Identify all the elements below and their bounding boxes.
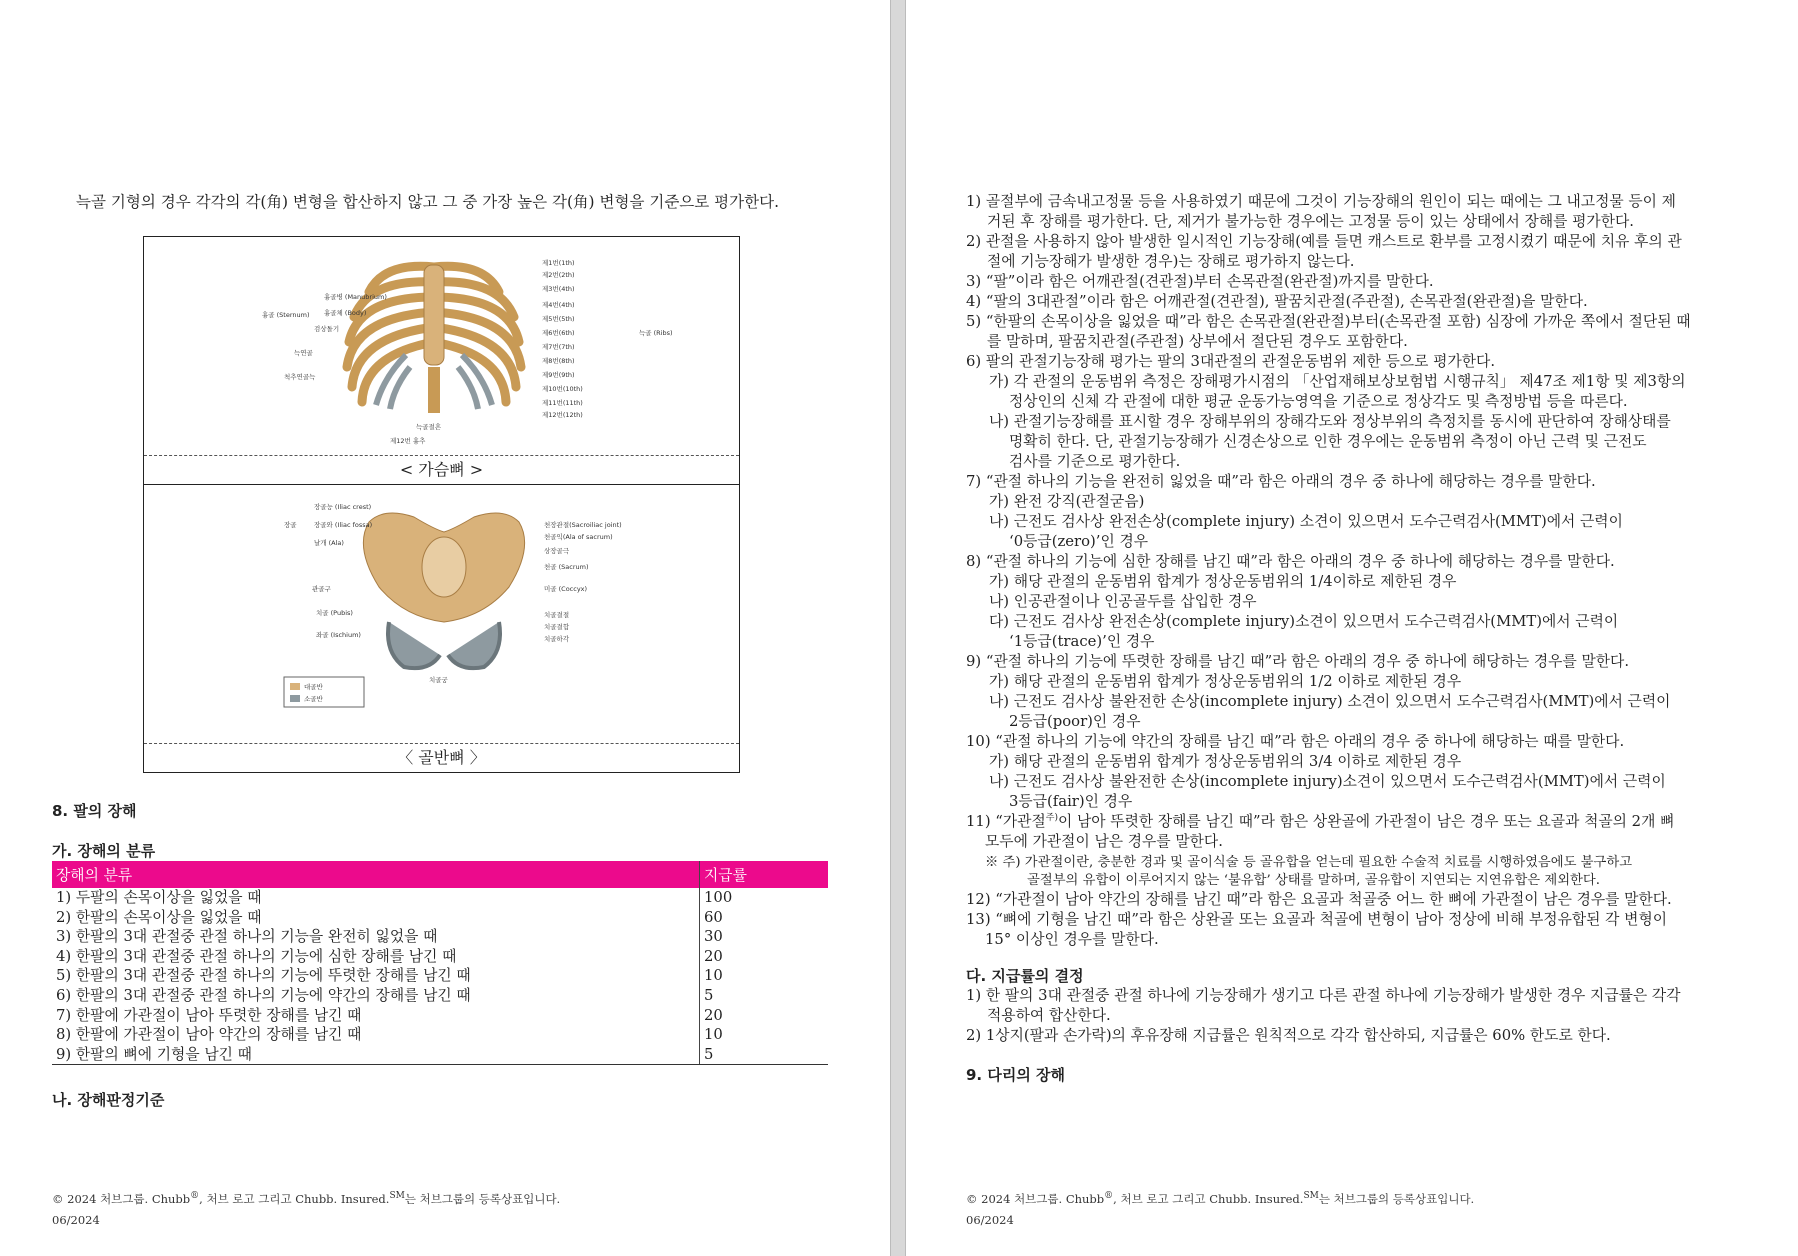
footer: [52, 1186, 560, 1231]
svg-text:천골 (Sacrum): 천골 (Sacrum): [544, 563, 589, 571]
cell: 8) 한팔에 가관절이 남아 약간의 장해를 남긴 때: [56, 1026, 362, 1044]
table-row: [52, 1025, 828, 1045]
svg-text:날개 (Ala): 날개 (Ala): [314, 539, 344, 547]
text-line: 2) 1상지(팔과 손가락)의 후유장해 지급률은 원칙적으로 각각 합산하되, 지급률은 60% 한도로 한다.: [966, 1027, 1611, 1044]
copyright-text: 는 처브그룹의 등록상표입니다.: [404, 1191, 561, 1206]
text-line: 13) “뼈에 기형을 남긴 때”라 함은 상완골 또는 요골과 척골에 변형이 남아 정상에 비해 부정유합된 각 변형이: [966, 911, 1668, 928]
copyright-line: [52, 1186, 560, 1210]
text-line: 나) 인공관절이나 인공골두를 삽입한 경우: [989, 593, 1257, 610]
svg-text:대골반: 대골반: [304, 683, 323, 691]
svg-text:제6번(6th): 제6번(6th): [542, 329, 575, 337]
cell: 5: [700, 986, 829, 1006]
cell: 60: [700, 908, 829, 928]
svg-text:제9번(9th): 제9번(9th): [542, 371, 575, 379]
cell: 5) 한팔의 3대 관절중 관절 하나의 기능에 뚜렷한 장해를 남긴 때: [56, 967, 471, 985]
svg-text:치골결절: 치골결절: [544, 611, 570, 619]
text-line: 거된 후 장해를 평가한다. 단, 제거가 불가능한 경우에는 고정물 등이 있는 상태에서 장해를 평가한다.: [987, 213, 1635, 230]
text-line: 9) “관절 하나의 기능에 뚜렷한 장해를 남긴 때”라 함은 아래의 경우 중 하나에 해당하는 경우를 말한다.: [966, 653, 1630, 670]
text-line: 나) 근전도 검사상 불완전한 손상(incomplete injury) 소견이 있으면서 도수근력검사(MMT)에서 근력이: [989, 693, 1671, 710]
svg-text:장골능 (Iliac crest): 장골능 (Iliac crest): [314, 503, 372, 511]
svg-text:치골결합: 치골결합: [544, 623, 570, 631]
text-line: 6) 팔의 관절기능장해 평가는 팔의 3대관절의 관절운동범위 제한 등으로 평가한다.: [966, 353, 1496, 370]
text-line: 1) 한 팔의 3대 관절중 관절 하나에 기능장해가 생기고 다른 관절 하나에 기능장해가 발생한 경우 지급률은 각각: [966, 987, 1681, 1004]
section-8-heading: 8. 팔의 장해: [52, 802, 137, 820]
text-line: 가) 해당 관절의 운동범위 합계가 정상운동범위의 1/4이하로 제한된 경우: [989, 573, 1457, 590]
table-row: [52, 1006, 828, 1026]
svg-text:장골: 장골: [284, 521, 297, 529]
text-line: 10) “관절 하나의 기능에 약간의 장해를 남긴 때”라 함은 아래의 경우 중 하나에 해당하는 때를 말한다.: [966, 733, 1625, 750]
text-line: 5) “한팔의 손목이상을 잃었을 때”라 함은 손목관절(완관절)부터(손목관절 포함) 심장에 가까운 쪽에서 절단된 때: [966, 313, 1691, 330]
cell: 6) 한팔의 3대 관절중 관절 하나의 기능에 약간의 장해를 남긴 때: [56, 986, 471, 1004]
pelvis-illustration: [144, 487, 738, 719]
svg-text:제3번(4th): 제3번(4th): [542, 285, 575, 293]
page-divider: [890, 0, 906, 1256]
text-line: 3등급(fair)인 경우: [1009, 793, 1133, 810]
table-row: [52, 947, 828, 967]
registered-mark: ®: [1104, 1191, 1114, 1201]
col-header: 지급률: [700, 861, 829, 888]
text-line: 를 말하며, 팔꿈치관절(주관절) 상부에서 절단된 경우도 포함한다.: [987, 333, 1408, 350]
copyright-text: © 2024 처브그룹. Chubb: [52, 1191, 191, 1206]
svg-text:소골반: 소골반: [304, 695, 323, 703]
svg-text:늑연골: 늑연골: [294, 349, 313, 357]
col-header: 장해의 분류: [52, 861, 700, 888]
svg-text:흉골병 (Manubrium): 흉골병 (Manubrium): [324, 293, 387, 301]
registered-mark: ®: [190, 1191, 200, 1201]
svg-text:흉골체 (Body): 흉골체 (Body): [324, 309, 367, 317]
text-line: 나) 관절기능장해를 표시할 경우 장해부위의 장해각도와 정상부위의 측정치를 동시에 판단하여 장해상태를: [989, 413, 1671, 430]
svg-text:미골 (Coccyx): 미골 (Coccyx): [544, 585, 588, 593]
anatomy-figure: [143, 236, 740, 773]
svg-text:관골구: 관골구: [312, 585, 331, 593]
table-row: [52, 986, 828, 1006]
table-row: [52, 908, 828, 928]
svg-text:척추연골늑: 척추연골늑: [284, 373, 316, 381]
table-row: [52, 966, 828, 986]
left-page: [0, 0, 890, 1256]
text-line: 나) 근전도 검사상 완전손상(complete injury) 소견이 있으면서 도수근력검사(MMT)에서 근력이: [989, 513, 1623, 530]
cell: 30: [700, 927, 829, 947]
footnote-mark: 주): [1045, 813, 1058, 824]
rib-cage-illustration: [144, 237, 738, 457]
subsection-a-heading: 가. 장해의 분류: [52, 842, 156, 860]
svg-text:제10번(10th): 제10번(10th): [542, 385, 583, 393]
subsection-b-heading: 나. 장해판정기준: [52, 1091, 165, 1109]
text-line: 가) 해당 관절의 운동범위 합계가 정상운동범위의 1/2 이하로 제한된 경우: [989, 673, 1462, 690]
text-line: 가) 해당 관절의 운동범위 합계가 정상운동범위의 3/4 이하로 제한된 경우: [989, 753, 1462, 770]
svg-text:흉골 (Sternum): 흉골 (Sternum): [262, 311, 310, 319]
svg-text:좌골 (Ischium): 좌골 (Ischium): [316, 631, 361, 639]
footnote-line: 골절부의 유합이 이루어지지 않는 ‘불유합’ 상태를 말하며, 골유합이 지연되는 지연유합은 제외한다.: [1027, 873, 1600, 888]
text-line: 8) “관절 하나의 기능에 심한 장해를 남긴 때”라 함은 아래의 경우 중 하나에 해당하는 경우를 말한다.: [966, 553, 1615, 570]
text-line: 적용하여 합산한다.: [987, 1007, 1111, 1024]
cell: 4) 한팔의 3대 관절중 관절 하나의 기능에 심한 장해를 남긴 때: [56, 947, 457, 965]
disability-table: [52, 861, 828, 1065]
text-line: 15° 이상인 경우를 말한다.: [985, 931, 1159, 948]
service-mark: SM: [389, 1191, 405, 1201]
text-line: 다) 근전도 검사상 완전손상(complete injury)소견이 있으면서 도수근력검사(MMT)에서 근력이: [989, 613, 1619, 630]
svg-text:제4번(4th): 제4번(4th): [542, 301, 575, 309]
svg-text:천골익(Ala of sacrum): 천골익(Ala of sacrum): [544, 533, 613, 541]
text-line: 검사를 기준으로 평가한다.: [1009, 453, 1181, 470]
pelvis-caption: 〈 골반뼈 〉: [144, 743, 739, 772]
table-row: [52, 1045, 828, 1065]
copyright-text: , 처브 로고 그리고 Chubb. Insured.: [199, 1191, 390, 1206]
svg-text:늑골절흔: 늑골절흔: [416, 423, 442, 431]
footer-date: 06/2024: [52, 1212, 100, 1227]
text-line: 2) 관절을 사용하지 않아 발생한 일시적인 기능장해(예를 들면 캐스트로 환부를 고정시켰기 때문에 치유 후의 관: [966, 233, 1682, 250]
svg-text:치골하각: 치골하각: [544, 635, 570, 643]
text-line: ‘0등급(zero)’인 경우: [1009, 533, 1149, 550]
cell: 100: [700, 888, 829, 908]
cell: 3) 한팔의 3대 관절중 관절 하나의 기능을 완전히 잃었을 때: [56, 928, 438, 946]
footnote-line: ※ 주) 가관절이란, 충분한 경과 및 골이식술 등 골유합을 얻는데 필요한 수술적 치료를 시행하였음에도 불구하고: [985, 855, 1633, 870]
svg-text:제8번(8th): 제8번(8th): [542, 357, 575, 365]
table-row: [52, 927, 828, 947]
table-row: [52, 888, 828, 908]
cell: 20: [700, 1006, 829, 1026]
svg-text:제12번 흉추: 제12번 흉추: [390, 437, 426, 445]
svg-text:늑골 (Ribs): 늑골 (Ribs): [639, 329, 673, 337]
copyright-line: [966, 1186, 1474, 1210]
cell: 20: [700, 947, 829, 967]
copyright-text: © 2024 처브그룹. Chubb: [966, 1191, 1105, 1206]
svg-text:장골와 (Iliac fossa): 장골와 (Iliac fossa): [314, 521, 373, 529]
text-line: 나) 근전도 검사상 불완전한 손상(incomplete injury)소견이 있으면서 도수근력검사(MMT)에서 근력이: [989, 773, 1666, 790]
cell: 9) 한팔의 뼈에 기형을 남긴 때: [52, 1045, 700, 1065]
cell: 1) 두팔의 손목이상을 잃었을 때: [56, 889, 262, 906]
svg-text:제2번(2th): 제2번(2th): [542, 271, 575, 279]
svg-text:천장관절(Sacroiliac joint): 천장관절(Sacroiliac joint): [544, 521, 622, 529]
text-span: 11) “가관절: [966, 813, 1046, 830]
copyright-text: 는 처브그룹의 등록상표입니다.: [1318, 1191, 1475, 1206]
section-9-heading: 9. 다리의 장해: [966, 1066, 1066, 1084]
cell: 2) 한팔의 손목이상을 잃었을 때: [56, 908, 262, 926]
text-line: 절에 기능장해가 발생한 경우)는 장해로 평가하지 않는다.: [987, 253, 1355, 270]
text-line: 4) “팔의 3대관절”이라 함은 어깨관절(견관절), 팔꿈치관절(주관절), 손목관절(완관절)을 말한다.: [966, 293, 1588, 310]
text-line: 가) 완전 강직(관절굳음): [989, 493, 1145, 510]
footer-date: 06/2024: [966, 1212, 1014, 1227]
text-line: 모두에 가관절이 남은 경우를 말한다.: [985, 833, 1223, 850]
svg-text:제12번(12th): 제12번(12th): [542, 411, 583, 419]
svg-text:치골궁: 치골궁: [429, 676, 448, 684]
service-mark: SM: [1303, 1191, 1319, 1201]
svg-text:제7번(7th): 제7번(7th): [542, 343, 575, 351]
copyright-text: , 처브 로고 그리고 Chubb. Insured.: [1113, 1191, 1304, 1206]
svg-text:제5번(5th): 제5번(5th): [542, 315, 575, 323]
text-line: 3) “팔”이라 함은 어깨관절(견관절)부터 손목관절(완관절)까지를 말한다.: [966, 273, 1434, 290]
svg-text:제1번(1th): 제1번(1th): [542, 259, 575, 267]
text-line: ‘1등급(trace)’인 경우: [1009, 633, 1155, 650]
table-header: [52, 861, 828, 888]
chest-caption: < 가슴뼈 >: [144, 455, 739, 485]
svg-text:상장골극: 상장골극: [544, 547, 570, 555]
cell: 7) 한팔에 가관절이 남아 뚜렷한 장해를 남긴 때: [56, 1006, 362, 1024]
subsection-d-heading: 다. 지급률의 결정: [966, 967, 1084, 985]
svg-text:검상돌기: 검상돌기: [314, 325, 340, 333]
intro-text: 늑골 기형의 경우 각각의 각(角) 변형을 합산하지 않고 그 중 가장 높은 각(角) 변형을 기준으로 평가한다.: [76, 193, 779, 211]
cell: 5: [700, 1045, 829, 1065]
text-line: 정상인의 신체 각 관절에 대한 평균 운동가능영역을 기준으로 정상각도 및 측정방법 등을 따른다.: [1009, 393, 1628, 410]
text-line: 명확히 한다. 단, 관절기능장해가 신경손상으로 인한 경우에는 운동범위 측정이 아닌 근력 및 근전도: [1009, 433, 1647, 450]
text-line: [966, 810, 1674, 831]
text-line: 2등급(poor)인 경우: [1009, 713, 1141, 730]
svg-text:제11번(11th): 제11번(11th): [542, 399, 583, 407]
text-span: 이 남아 뚜렷한 장해를 남긴 때”라 함은 상완골에 가관절이 남은 경우 또는 요골과 척골의 2개 뼈: [1057, 813, 1675, 830]
text-line: 7) “관절 하나의 기능을 완전히 잃었을 때”라 함은 아래의 경우 중 하나에 해당하는 경우를 말한다.: [966, 473, 1596, 490]
svg-text:치골 (Pubis): 치골 (Pubis): [316, 609, 353, 617]
text-line: 1) 골절부에 금속내고정물 등을 사용하였기 때문에 그것이 기능장해의 원인이 되는 때에는 그 내고정물 등이 제: [966, 193, 1676, 210]
cell: 10: [700, 1025, 829, 1045]
text-line: 가) 각 관절의 운동범위 측정은 장해평가시점의 「산업재해보상보험법 시행규칙」 제47조 제1항 및 제3항의: [989, 373, 1686, 390]
footer: [966, 1186, 1474, 1231]
text-line: 12) “가관절이 남아 약간의 장해를 남긴 때”라 함은 요골과 척골중 어느 한 뼈에 가관절이 남은 경우를 말한다.: [966, 891, 1672, 908]
cell: 10: [700, 966, 829, 986]
right-page: [906, 0, 1798, 1256]
